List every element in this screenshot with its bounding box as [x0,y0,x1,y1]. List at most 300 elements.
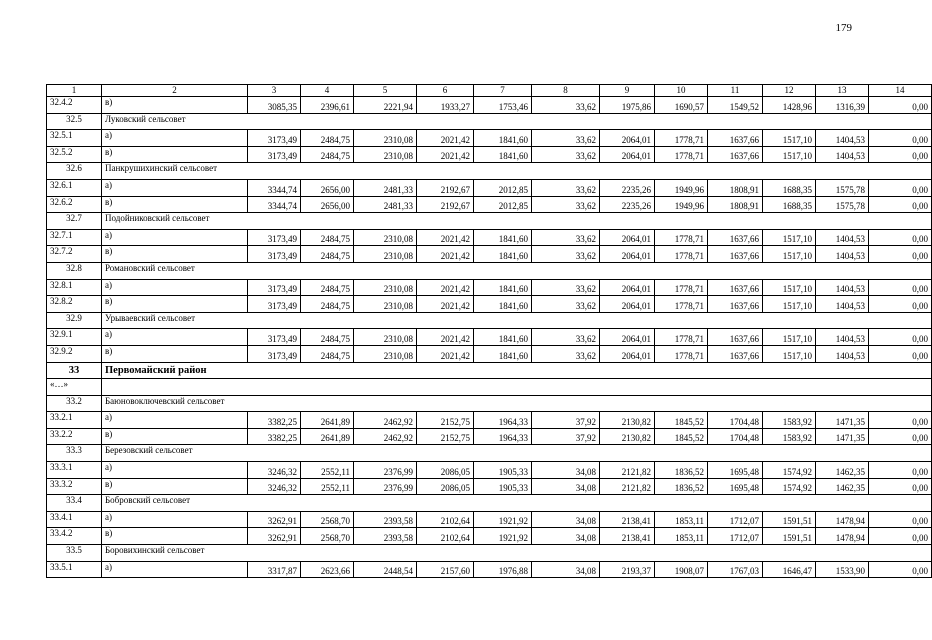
value-cell: 1637,66 [708,229,763,246]
district-title: Первомайский район [102,362,932,379]
value-cell: 2484,75 [301,345,354,362]
value-cell: 1688,35 [763,196,816,213]
value-cell: 1637,66 [708,130,763,147]
value-cell: 2102,64 [417,528,474,545]
value-cell: 1637,66 [708,279,763,296]
value-cell: 0,00 [869,97,932,114]
value-cell: 1949,96 [655,179,708,196]
value-cell: 1836,52 [655,462,708,479]
header-row [47,85,932,97]
value-cell: 33,62 [532,229,600,246]
value-cell: 3173,49 [248,229,301,246]
value-cell: 2484,75 [301,146,354,163]
section-code: 32.6 [47,163,102,180]
value-cell: 3246,32 [248,478,301,495]
value-cell: 1478,94 [816,511,869,528]
value-cell: 1637,66 [708,345,763,362]
value-cell: 2393,58 [354,511,417,528]
value-cell: 34,08 [532,511,600,528]
value-cell: 1517,10 [763,329,816,346]
value-cell: 0,00 [869,428,932,445]
row-code: 32.5.2 [47,146,102,163]
row-label: в) [102,246,248,263]
row-code: 33.2.1 [47,412,102,429]
value-cell: 2157,60 [417,561,474,578]
row-label: в) [102,97,248,114]
value-cell: 1921,92 [474,511,532,528]
row-label: в) [102,196,248,213]
value-cell: 1841,60 [474,345,532,362]
value-cell: 1517,10 [763,130,816,147]
value-cell: 1975,86 [600,97,655,114]
value-cell: 2552,11 [301,462,354,479]
row-label: в) [102,528,248,545]
section-title: Подойниковский сельсовет [102,213,932,230]
value-cell: 1753,46 [474,97,532,114]
row-code: 32.6.2 [47,196,102,213]
value-cell: 1921,92 [474,528,532,545]
column-header: 11 [708,85,763,97]
value-cell: 33,62 [532,329,600,346]
table-row [47,246,932,263]
value-cell: 2568,70 [301,511,354,528]
value-cell: 2552,11 [301,478,354,495]
value-cell: 1575,78 [816,179,869,196]
table-row [47,345,932,362]
omission-blank [102,379,932,396]
value-cell: 0,00 [869,345,932,362]
section-title: Романовский сельсовет [102,262,932,279]
value-cell: 2021,42 [417,246,474,263]
row-code: 32.7.2 [47,246,102,263]
value-cell: 1646,47 [763,561,816,578]
section-code: 32.7 [47,213,102,230]
value-cell: 2484,75 [301,246,354,263]
value-cell: 3173,49 [248,246,301,263]
value-cell: 1517,10 [763,296,816,313]
row-label: а) [102,462,248,479]
value-cell: 1841,60 [474,229,532,246]
value-cell: 1695,48 [708,462,763,479]
table-row [47,511,932,528]
row-label: в) [102,146,248,163]
row-code: 32.5.1 [47,130,102,147]
value-cell: 1517,10 [763,279,816,296]
value-cell: 1845,52 [655,412,708,429]
district-code: 33 [47,362,102,379]
value-cell: 2064,01 [600,329,655,346]
value-cell: 1583,92 [763,412,816,429]
section-row [47,395,932,412]
value-cell: 1428,96 [763,97,816,114]
value-cell: 1517,10 [763,345,816,362]
value-cell: 1933,27 [417,97,474,114]
value-cell: 1976,88 [474,561,532,578]
value-cell: 33,62 [532,296,600,313]
omission-row [47,379,932,396]
value-cell: 1808,91 [708,179,763,196]
value-cell: 1574,92 [763,478,816,495]
value-cell: 1583,92 [763,428,816,445]
value-cell: 2121,82 [600,478,655,495]
value-cell: 2310,08 [354,130,417,147]
row-label: а) [102,412,248,429]
value-cell: 3344,74 [248,196,301,213]
value-cell: 1690,57 [655,97,708,114]
value-cell: 1404,53 [816,279,869,296]
value-cell: 2310,08 [354,146,417,163]
table-row [47,528,932,545]
value-cell: 3173,49 [248,130,301,147]
value-cell: 1778,71 [655,246,708,263]
table-row [47,97,932,114]
table-row [47,412,932,429]
value-cell: 2064,01 [600,146,655,163]
value-cell: 2012,85 [474,196,532,213]
value-cell: 3382,25 [248,428,301,445]
value-cell: 0,00 [869,412,932,429]
section-title: Бобровский сельсовет [102,495,932,512]
column-header: 5 [354,85,417,97]
value-cell: 1704,48 [708,428,763,445]
row-code: 32.9.1 [47,329,102,346]
value-cell: 1575,78 [816,196,869,213]
table-row [47,561,932,578]
row-code: 33.4.1 [47,511,102,528]
row-code: 33.4.2 [47,528,102,545]
value-cell: 1517,10 [763,229,816,246]
value-cell: 1905,33 [474,462,532,479]
column-header: 12 [763,85,816,97]
value-cell: 1845,52 [655,428,708,445]
value-cell: 1404,53 [816,229,869,246]
value-cell: 2310,08 [354,345,417,362]
value-cell: 2310,08 [354,296,417,313]
value-cell: 1591,51 [763,511,816,528]
value-cell: 2484,75 [301,229,354,246]
value-cell: 1404,53 [816,345,869,362]
section-code: 32.5 [47,113,102,130]
row-code: 32.6.1 [47,179,102,196]
value-cell: 2656,00 [301,196,354,213]
section-row [47,262,932,279]
value-cell: 1778,71 [655,229,708,246]
row-code: 33.5.1 [47,561,102,578]
value-cell: 1471,35 [816,412,869,429]
value-cell: 2021,42 [417,130,474,147]
table-row [47,296,932,313]
value-cell: 33,62 [532,146,600,163]
row-code: 33.3.2 [47,478,102,495]
value-cell: 2064,01 [600,229,655,246]
value-cell: 1316,39 [816,97,869,114]
value-cell: 1778,71 [655,296,708,313]
value-cell: 0,00 [869,296,932,313]
value-cell: 1767,03 [708,561,763,578]
section-code: 32.9 [47,312,102,329]
tariff-table [46,84,932,578]
value-cell: 1836,52 [655,478,708,495]
value-cell: 1841,60 [474,146,532,163]
value-cell: 1964,33 [474,412,532,429]
value-cell: 1471,35 [816,428,869,445]
value-cell: 1478,94 [816,528,869,545]
value-cell: 2021,42 [417,146,474,163]
value-cell: 2221,94 [354,97,417,114]
value-cell: 2376,99 [354,478,417,495]
row-label: а) [102,511,248,528]
value-cell: 0,00 [869,478,932,495]
value-cell: 1841,60 [474,329,532,346]
value-cell: 2130,82 [600,428,655,445]
value-cell: 1853,11 [655,528,708,545]
table-row [47,130,932,147]
table-row [47,279,932,296]
value-cell: 2235,26 [600,196,655,213]
row-code: 32.8.1 [47,279,102,296]
table-row [47,329,932,346]
value-cell: 1404,53 [816,246,869,263]
value-cell: 2481,33 [354,179,417,196]
value-cell: 2012,85 [474,179,532,196]
row-label: а) [102,130,248,147]
omission-marker: «…» [47,379,102,396]
value-cell: 2021,42 [417,279,474,296]
value-cell: 2481,33 [354,196,417,213]
value-cell: 0,00 [869,229,932,246]
column-header: 10 [655,85,708,97]
value-cell: 2484,75 [301,130,354,147]
value-cell: 2138,41 [600,528,655,545]
value-cell: 2192,67 [417,196,474,213]
value-cell: 2138,41 [600,511,655,528]
row-code: 32.7.1 [47,229,102,246]
column-header: 1 [47,85,102,97]
value-cell: 33,62 [532,179,600,196]
value-cell: 1688,35 [763,179,816,196]
value-cell: 1695,48 [708,478,763,495]
value-cell: 2064,01 [600,279,655,296]
value-cell: 1549,52 [708,97,763,114]
value-cell: 2086,05 [417,462,474,479]
value-cell: 0,00 [869,462,932,479]
value-cell: 2484,75 [301,279,354,296]
value-cell: 0,00 [869,179,932,196]
row-code: 32.4.2 [47,97,102,114]
row-label: в) [102,478,248,495]
value-cell: 1841,60 [474,246,532,263]
row-label: в) [102,296,248,313]
row-label: а) [102,561,248,578]
table-row [47,179,932,196]
value-cell: 2235,26 [600,179,655,196]
value-cell: 3173,49 [248,146,301,163]
value-cell: 0,00 [869,329,932,346]
table-row [47,146,932,163]
value-cell: 2310,08 [354,246,417,263]
value-cell: 3344,74 [248,179,301,196]
value-cell: 37,92 [532,428,600,445]
section-row [47,312,932,329]
value-cell: 2130,82 [600,412,655,429]
value-cell: 1517,10 [763,146,816,163]
value-cell: 34,08 [532,528,600,545]
row-label: а) [102,329,248,346]
section-title: Урываевский сельсовет [102,312,932,329]
value-cell: 1841,60 [474,296,532,313]
column-header: 6 [417,85,474,97]
section-title: Боровихинский сельсовет [102,545,932,562]
value-cell: 34,08 [532,561,600,578]
value-cell: 33,62 [532,345,600,362]
value-cell: 2484,75 [301,329,354,346]
value-cell: 33,62 [532,97,600,114]
value-cell: 2192,67 [417,179,474,196]
column-header: 13 [816,85,869,97]
value-cell: 1778,71 [655,130,708,147]
section-title: Березовский сельсовет [102,445,932,462]
value-cell: 2102,64 [417,511,474,528]
value-cell: 2021,42 [417,296,474,313]
value-cell: 3262,91 [248,528,301,545]
row-label: а) [102,229,248,246]
table-body [47,85,932,578]
value-cell: 3173,49 [248,329,301,346]
value-cell: 33,62 [532,130,600,147]
value-cell: 1517,10 [763,246,816,263]
value-cell: 3085,35 [248,97,301,114]
value-cell: 2656,00 [301,179,354,196]
value-cell: 1808,91 [708,196,763,213]
section-code: 33.4 [47,495,102,512]
row-code: 33.3.1 [47,462,102,479]
value-cell: 2310,08 [354,329,417,346]
value-cell: 3173,49 [248,345,301,362]
value-cell: 1404,53 [816,130,869,147]
value-cell: 2064,01 [600,130,655,147]
value-cell: 3317,87 [248,561,301,578]
value-cell: 33,62 [532,279,600,296]
column-header: 14 [869,85,932,97]
value-cell: 2641,89 [301,428,354,445]
value-cell: 2393,58 [354,528,417,545]
value-cell: 2310,08 [354,279,417,296]
value-cell: 34,08 [532,462,600,479]
value-cell: 3173,49 [248,279,301,296]
value-cell: 2396,61 [301,97,354,114]
value-cell: 3382,25 [248,412,301,429]
value-cell: 1778,71 [655,345,708,362]
value-cell: 2064,01 [600,345,655,362]
value-cell: 3262,91 [248,511,301,528]
value-cell: 2568,70 [301,528,354,545]
value-cell: 0,00 [869,196,932,213]
row-code: 32.9.2 [47,345,102,362]
row-code: 32.8.2 [47,296,102,313]
page-number: 179 [835,22,852,34]
section-row [47,213,932,230]
table-row [47,196,932,213]
value-cell: 0,00 [869,246,932,263]
value-cell: 1905,33 [474,478,532,495]
table-row [47,428,932,445]
section-row [47,113,932,130]
value-cell: 2462,92 [354,412,417,429]
value-cell: 1591,51 [763,528,816,545]
section-row [47,445,932,462]
value-cell: 3246,32 [248,462,301,479]
section-code: 33.3 [47,445,102,462]
row-label: а) [102,279,248,296]
value-cell: 1949,96 [655,196,708,213]
section-title: Луковский сельсовет [102,113,932,130]
value-cell: 1778,71 [655,279,708,296]
column-header: 4 [301,85,354,97]
value-cell: 1637,66 [708,296,763,313]
value-cell: 2121,82 [600,462,655,479]
value-cell: 33,62 [532,196,600,213]
value-cell: 1462,35 [816,462,869,479]
value-cell: 2193,37 [600,561,655,578]
value-cell: 1637,66 [708,246,763,263]
section-title: Панкрушихинский сельсовет [102,163,932,180]
value-cell: 0,00 [869,279,932,296]
column-header: 2 [102,85,248,97]
value-cell: 2641,89 [301,412,354,429]
value-cell: 33,62 [532,246,600,263]
section-code: 33.5 [47,545,102,562]
value-cell: 3173,49 [248,296,301,313]
value-cell: 1574,92 [763,462,816,479]
value-cell: 1712,07 [708,511,763,528]
value-cell: 1404,53 [816,296,869,313]
value-cell: 2152,75 [417,412,474,429]
section-row [47,163,932,180]
section-row [47,495,932,512]
value-cell: 2310,08 [354,229,417,246]
section-code: 32.8 [47,262,102,279]
value-cell: 2152,75 [417,428,474,445]
column-header: 7 [474,85,532,97]
section-title: Баюновоключевский сельсовет [102,395,932,412]
row-label: в) [102,345,248,362]
value-cell: 2021,42 [417,229,474,246]
row-label: в) [102,428,248,445]
table-row [47,462,932,479]
column-header: 9 [600,85,655,97]
value-cell: 34,08 [532,478,600,495]
value-cell: 37,92 [532,412,600,429]
district-row [47,362,932,379]
value-cell: 2623,66 [301,561,354,578]
value-cell: 1841,60 [474,279,532,296]
value-cell: 1404,53 [816,329,869,346]
value-cell: 1462,35 [816,478,869,495]
value-cell: 0,00 [869,146,932,163]
value-cell: 0,00 [869,561,932,578]
value-cell: 1841,60 [474,130,532,147]
value-cell: 1533,90 [816,561,869,578]
value-cell: 2462,92 [354,428,417,445]
section-code: 33.2 [47,395,102,412]
row-label: а) [102,179,248,196]
value-cell: 1712,07 [708,528,763,545]
value-cell: 2448,54 [354,561,417,578]
column-header: 8 [532,85,600,97]
value-cell: 2064,01 [600,246,655,263]
row-code: 33.2.2 [47,428,102,445]
value-cell: 0,00 [869,511,932,528]
